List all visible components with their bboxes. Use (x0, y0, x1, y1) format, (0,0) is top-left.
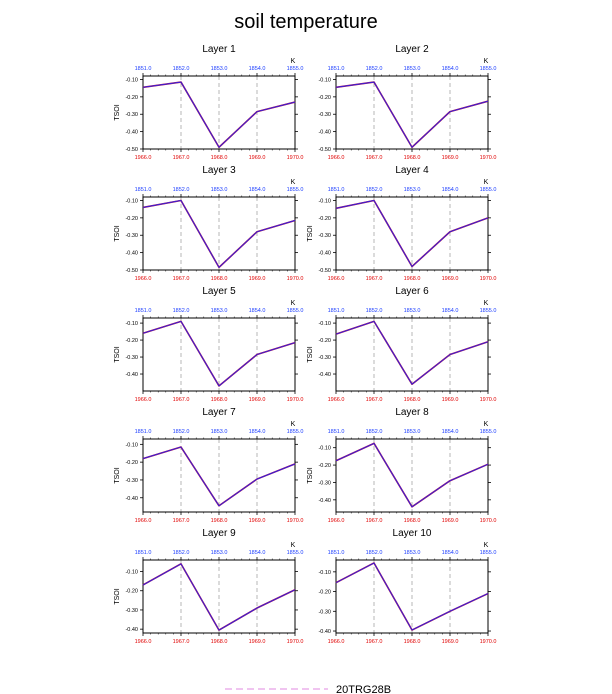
y-tick-label: -0.40 (125, 250, 138, 257)
y-tick-label: -0.20 (125, 215, 138, 222)
panel-title: Layer 2 (395, 44, 429, 55)
x-top-tick-label: 1853.0 (403, 550, 421, 556)
x-top-tick-label: 1852.0 (172, 550, 190, 556)
panels-group (114, 44, 496, 645)
x-top-tick-label: 1852.0 (365, 308, 383, 314)
y-tick-label: -0.30 (318, 480, 331, 487)
x-tick-label: 1969.0 (248, 276, 266, 282)
x-top-tick-label: 1854.0 (248, 66, 266, 72)
panel-title: Layer 9 (202, 528, 236, 539)
x-top-tick-label: 1851.0 (134, 66, 152, 72)
y-tick-label: -0.30 (125, 233, 138, 240)
panel-2 (318, 44, 496, 161)
x-tick-label: 1969.0 (441, 639, 459, 645)
y-tick-label: -0.20 (318, 589, 331, 596)
y-tick-label: -0.40 (318, 372, 331, 379)
panel-3 (114, 165, 303, 282)
y-tick-label: -0.10 (318, 77, 331, 84)
x-tick-label: 1966.0 (134, 397, 152, 403)
x-top-tick-label: 1855.0 (286, 550, 304, 556)
y-tick-label: -0.50 (318, 147, 331, 153)
x-tick-label: 1967.0 (365, 639, 383, 645)
y-tick-label: -0.20 (318, 338, 331, 345)
x-tick-label: 1969.0 (248, 155, 266, 161)
x-tick-label: 1969.0 (441, 155, 459, 161)
legend-label: 20TRG28B (336, 684, 392, 694)
panel-10 (318, 528, 496, 645)
x-top-tick-label: 1853.0 (210, 66, 228, 72)
y-tick-label: -0.10 (318, 321, 331, 328)
y-axis-label: TSOI (114, 104, 121, 121)
y-tick-label: -0.10 (125, 442, 138, 449)
x-top-tick-label: 1855.0 (286, 187, 304, 193)
top-axis-unit: K (483, 300, 489, 307)
x-top-tick-label: 1851.0 (327, 550, 345, 556)
x-tick-label: 1970.0 (286, 518, 304, 524)
x-top-tick-label: 1855.0 (479, 308, 497, 314)
x-tick-label: 1970.0 (286, 639, 304, 645)
top-axis-unit: K (483, 421, 489, 428)
x-top-tick-label: 1854.0 (248, 550, 266, 556)
panel-title: Layer 1 (202, 44, 236, 55)
x-tick-label: 1970.0 (479, 155, 497, 161)
panel-title: Layer 4 (395, 165, 429, 176)
x-top-tick-label: 1852.0 (365, 429, 383, 435)
x-top-tick-label: 1854.0 (441, 66, 459, 72)
y-axis-label: TSOI (114, 225, 121, 242)
x-top-tick-label: 1855.0 (286, 66, 304, 72)
x-tick-label: 1967.0 (172, 276, 190, 282)
x-top-tick-label: 1851.0 (327, 66, 345, 72)
x-tick-label: 1970.0 (479, 397, 497, 403)
x-tick-label: 1968.0 (403, 276, 421, 282)
y-tick-label: -0.10 (125, 198, 138, 205)
x-top-tick-label: 1854.0 (441, 429, 459, 435)
y-tick-label: -0.40 (318, 250, 331, 257)
y-tick-label: -0.10 (125, 77, 138, 84)
x-tick-label: 1967.0 (172, 397, 190, 403)
panel-title: Layer 5 (202, 286, 236, 297)
y-tick-label: -0.20 (318, 94, 331, 101)
x-tick-label: 1969.0 (248, 518, 266, 524)
y-tick-label: -0.30 (318, 609, 331, 616)
x-tick-label: 1967.0 (365, 276, 383, 282)
y-tick-label: -0.10 (318, 569, 331, 576)
y-tick-label: -0.40 (318, 629, 331, 636)
x-tick-label: 1968.0 (210, 276, 228, 282)
y-tick-label: -0.20 (318, 463, 331, 470)
x-top-tick-label: 1851.0 (327, 308, 345, 314)
panel-8 (307, 407, 496, 524)
x-tick-label: 1969.0 (248, 639, 266, 645)
x-tick-label: 1970.0 (479, 276, 497, 282)
x-tick-label: 1966.0 (327, 155, 345, 161)
y-tick-label: -0.30 (125, 112, 138, 119)
x-top-tick-label: 1852.0 (172, 66, 190, 72)
y-tick-label: -0.20 (125, 94, 138, 101)
x-tick-label: 1967.0 (172, 518, 190, 524)
y-tick-label: -0.50 (318, 268, 331, 274)
x-top-tick-label: 1855.0 (286, 429, 304, 435)
figure-title: soil temperature (234, 11, 378, 33)
legend (225, 684, 391, 694)
x-top-tick-label: 1853.0 (210, 429, 228, 435)
x-tick-label: 1968.0 (210, 397, 228, 403)
x-tick-label: 1969.0 (441, 276, 459, 282)
x-top-tick-label: 1854.0 (248, 308, 266, 314)
y-tick-label: -0.20 (125, 338, 138, 345)
panel-title: Layer 6 (395, 286, 429, 297)
x-top-tick-label: 1851.0 (327, 429, 345, 435)
x-tick-label: 1968.0 (403, 518, 421, 524)
panel-7 (114, 407, 303, 524)
x-tick-label: 1968.0 (403, 155, 421, 161)
top-axis-unit: K (483, 542, 489, 549)
y-tick-label: -0.40 (318, 129, 331, 136)
x-tick-label: 1966.0 (134, 276, 152, 282)
y-tick-label: -0.10 (125, 321, 138, 328)
panel-1 (114, 44, 303, 161)
y-tick-label: -0.40 (125, 627, 138, 634)
x-tick-label: 1966.0 (134, 518, 152, 524)
y-tick-label: -0.30 (318, 112, 331, 119)
x-tick-label: 1969.0 (248, 397, 266, 403)
x-top-tick-label: 1851.0 (134, 429, 152, 435)
x-top-tick-label: 1853.0 (403, 429, 421, 435)
x-top-tick-label: 1855.0 (479, 187, 497, 193)
y-tick-label: -0.20 (125, 460, 138, 467)
x-top-tick-label: 1853.0 (403, 308, 421, 314)
x-tick-label: 1969.0 (441, 518, 459, 524)
y-axis-label: TSOI (114, 467, 121, 484)
panel-4 (307, 165, 496, 282)
top-axis-unit: K (290, 300, 296, 307)
panel-title: Layer 7 (202, 407, 236, 418)
x-top-tick-label: 1853.0 (210, 187, 228, 193)
x-tick-label: 1968.0 (403, 639, 421, 645)
y-axis-label: TSOI (307, 346, 314, 363)
x-tick-label: 1970.0 (286, 397, 304, 403)
x-tick-label: 1970.0 (479, 639, 497, 645)
x-top-tick-label: 1854.0 (441, 550, 459, 556)
x-tick-label: 1966.0 (134, 155, 152, 161)
x-tick-label: 1966.0 (327, 518, 345, 524)
x-top-tick-label: 1852.0 (172, 308, 190, 314)
y-axis-label: TSOI (307, 225, 314, 242)
x-top-tick-label: 1854.0 (248, 429, 266, 435)
x-top-tick-label: 1852.0 (365, 187, 383, 193)
x-tick-label: 1970.0 (286, 155, 304, 161)
y-tick-label: -0.20 (125, 588, 138, 595)
x-top-tick-label: 1853.0 (210, 550, 228, 556)
y-tick-label: -0.20 (318, 215, 331, 222)
top-axis-unit: K (290, 179, 296, 186)
x-tick-label: 1970.0 (479, 518, 497, 524)
x-top-tick-label: 1851.0 (134, 308, 152, 314)
y-axis-label: TSOI (114, 588, 121, 605)
x-top-tick-label: 1853.0 (210, 308, 228, 314)
x-tick-label: 1968.0 (210, 518, 228, 524)
x-tick-label: 1966.0 (327, 276, 345, 282)
y-tick-label: -0.30 (125, 607, 138, 614)
x-top-tick-label: 1851.0 (134, 550, 152, 556)
y-tick-label: -0.10 (318, 445, 331, 452)
y-tick-label: -0.50 (125, 147, 138, 153)
x-top-tick-label: 1854.0 (441, 187, 459, 193)
x-top-tick-label: 1854.0 (441, 308, 459, 314)
x-top-tick-label: 1852.0 (365, 66, 383, 72)
panel-title: Layer 3 (202, 165, 236, 176)
y-tick-label: -0.40 (125, 372, 138, 379)
x-tick-label: 1968.0 (210, 155, 228, 161)
panel-6 (307, 286, 496, 403)
panel-title: Layer 8 (395, 407, 429, 418)
x-tick-label: 1970.0 (286, 276, 304, 282)
x-tick-label: 1968.0 (210, 639, 228, 645)
x-top-tick-label: 1851.0 (327, 187, 345, 193)
y-tick-label: -0.40 (125, 129, 138, 136)
panel-5 (114, 286, 303, 403)
x-top-tick-label: 1855.0 (479, 550, 497, 556)
y-tick-label: -0.40 (125, 495, 138, 502)
y-tick-label: -0.50 (125, 268, 138, 274)
x-tick-label: 1966.0 (327, 639, 345, 645)
y-tick-label: -0.40 (318, 497, 331, 504)
x-tick-label: 1967.0 (365, 397, 383, 403)
x-tick-label: 1966.0 (134, 639, 152, 645)
x-top-tick-label: 1855.0 (286, 308, 304, 314)
y-tick-label: -0.30 (318, 233, 331, 240)
y-axis-label: TSOI (114, 346, 121, 363)
x-top-tick-label: 1852.0 (172, 187, 190, 193)
x-tick-label: 1967.0 (172, 155, 190, 161)
y-tick-label: -0.10 (318, 198, 331, 205)
x-tick-label: 1967.0 (365, 155, 383, 161)
x-tick-label: 1969.0 (441, 397, 459, 403)
x-top-tick-label: 1853.0 (403, 66, 421, 72)
y-tick-label: -0.10 (125, 569, 138, 576)
panel-title: Layer 10 (392, 528, 432, 539)
x-tick-label: 1967.0 (172, 639, 190, 645)
top-axis-unit: K (483, 58, 489, 65)
x-tick-label: 1968.0 (403, 397, 421, 403)
y-tick-label: -0.30 (318, 355, 331, 362)
y-tick-label: -0.30 (125, 477, 138, 484)
x-top-tick-label: 1852.0 (172, 429, 190, 435)
top-axis-unit: K (290, 58, 296, 65)
x-top-tick-label: 1855.0 (479, 66, 497, 72)
x-top-tick-label: 1855.0 (479, 429, 497, 435)
x-top-tick-label: 1851.0 (134, 187, 152, 193)
x-top-tick-label: 1852.0 (365, 550, 383, 556)
panel-9 (114, 528, 303, 645)
x-tick-label: 1967.0 (365, 518, 383, 524)
x-top-tick-label: 1853.0 (403, 187, 421, 193)
y-axis-label: TSOI (307, 467, 314, 484)
x-tick-label: 1966.0 (327, 397, 345, 403)
top-axis-unit: K (483, 179, 489, 186)
top-axis-unit: K (290, 542, 296, 549)
y-tick-label: -0.30 (125, 355, 138, 362)
x-top-tick-label: 1854.0 (248, 187, 266, 193)
top-axis-unit: K (290, 421, 296, 428)
